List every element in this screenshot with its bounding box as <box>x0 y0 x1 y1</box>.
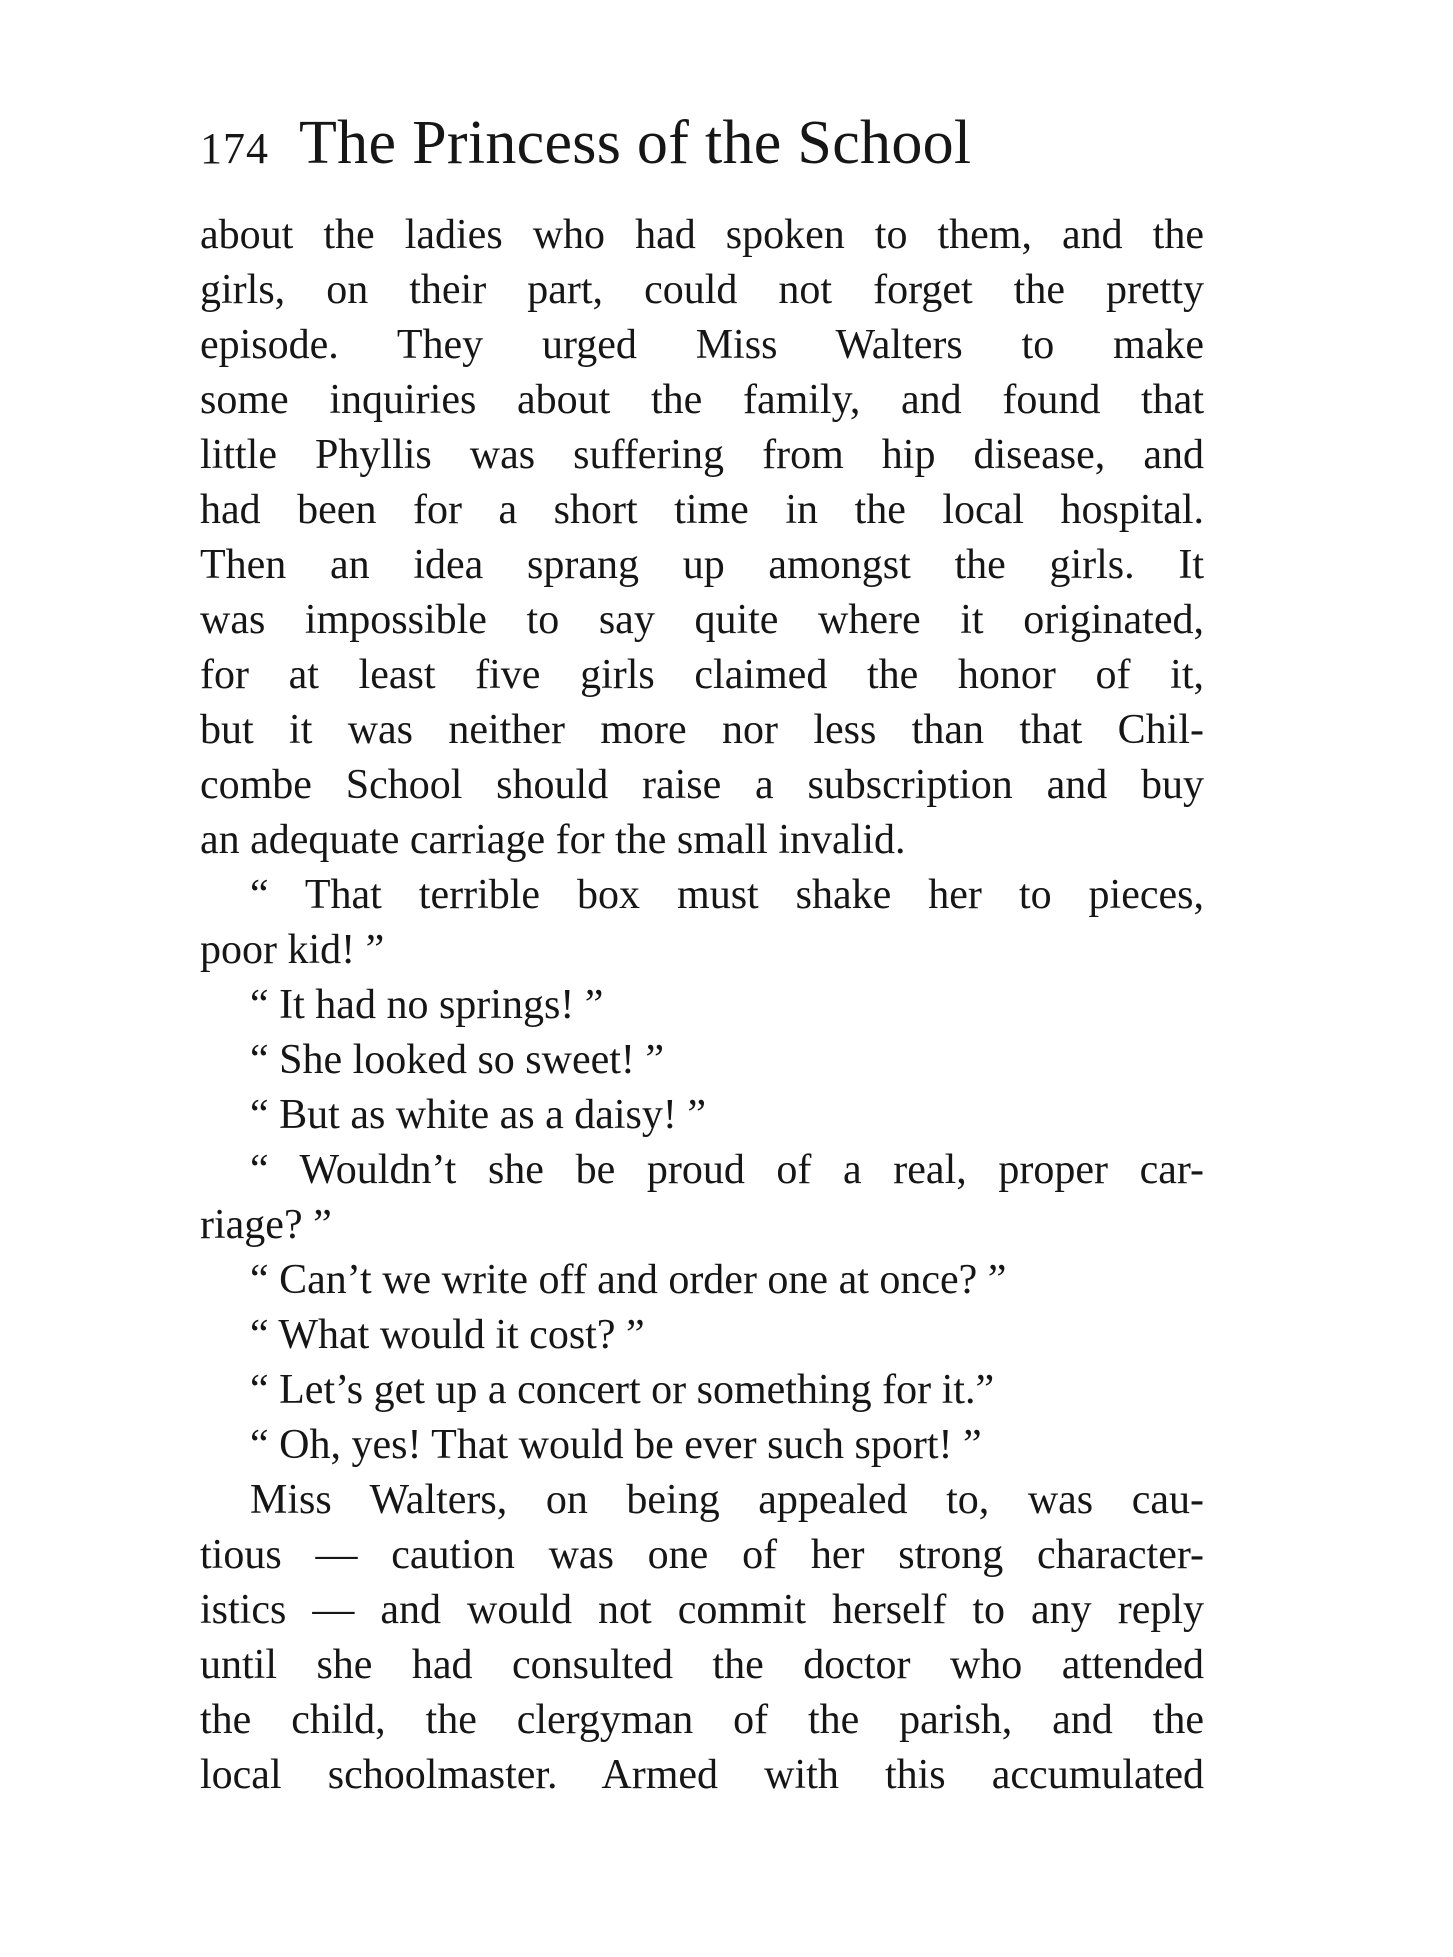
body-text <box>200 208 1204 1803</box>
text-line: had been for a short time in the local hospital. <box>200 487 1204 533</box>
dialogue-line: “ What would it cost? ” <box>250 1312 645 1358</box>
text-line: Miss Walters, on being appealed to, was cau- <box>250 1477 1204 1523</box>
page-number: 174 <box>200 124 269 173</box>
text-line: istics — and would not commit herself to any reply <box>200 1587 1204 1633</box>
dialogue-line: “ Let’s get up a concert or something for it.” <box>250 1367 995 1413</box>
text-line: about the ladies who had spoken to them, and the <box>200 212 1204 258</box>
text-line: for at least five girls claimed the honor of it, <box>200 652 1204 698</box>
dialogue-line: “ But as white as a daisy! ” <box>250 1092 707 1138</box>
dialogue-line: “ That terrible box must shake her to pieces, <box>250 872 1204 918</box>
dialogue-line: “ Wouldn’t she be proud of a real, proper car- <box>250 1147 1204 1193</box>
text-line: but it was neither more nor less than that Chil- <box>200 707 1204 753</box>
dialogue-line: “ She looked so sweet! ” <box>250 1037 665 1083</box>
text-line: the child, the clergyman of the parish, and the <box>200 1697 1204 1743</box>
text-line: girls, on their part, could not forget the pretty <box>200 267 1204 313</box>
running-head <box>200 108 1210 188</box>
text-line: an adequate carriage for the small invalid. <box>200 817 906 863</box>
running-title: The Princess of the School <box>299 109 972 177</box>
text-line: riage? ” <box>200 1202 332 1248</box>
text-line: until she had consulted the doctor who attended <box>200 1642 1204 1688</box>
dialogue-line: “ It had no springs! ” <box>250 982 604 1028</box>
text-line: local schoolmaster. Armed with this accumulated <box>200 1752 1204 1798</box>
text-line: was impossible to say quite where it originated, <box>200 597 1204 643</box>
dialogue-line: “ Can’t we write off and order one at once? ” <box>250 1257 1007 1303</box>
text-line: some inquiries about the family, and found that <box>200 377 1204 423</box>
dialogue-line: “ Oh, yes! That would be ever such sport! ” <box>250 1422 982 1468</box>
text-line: little Phyllis was suffering from hip disease, and <box>200 432 1204 478</box>
text-line: Then an idea sprang up amongst the girls. It <box>200 542 1204 588</box>
text-line: combe School should raise a subscription and buy <box>200 762 1204 808</box>
text-line: episode. They urged Miss Walters to make <box>200 322 1204 368</box>
text-line: poor kid! ” <box>200 927 385 973</box>
text-line: tious — caution was one of her strong character- <box>200 1532 1204 1578</box>
